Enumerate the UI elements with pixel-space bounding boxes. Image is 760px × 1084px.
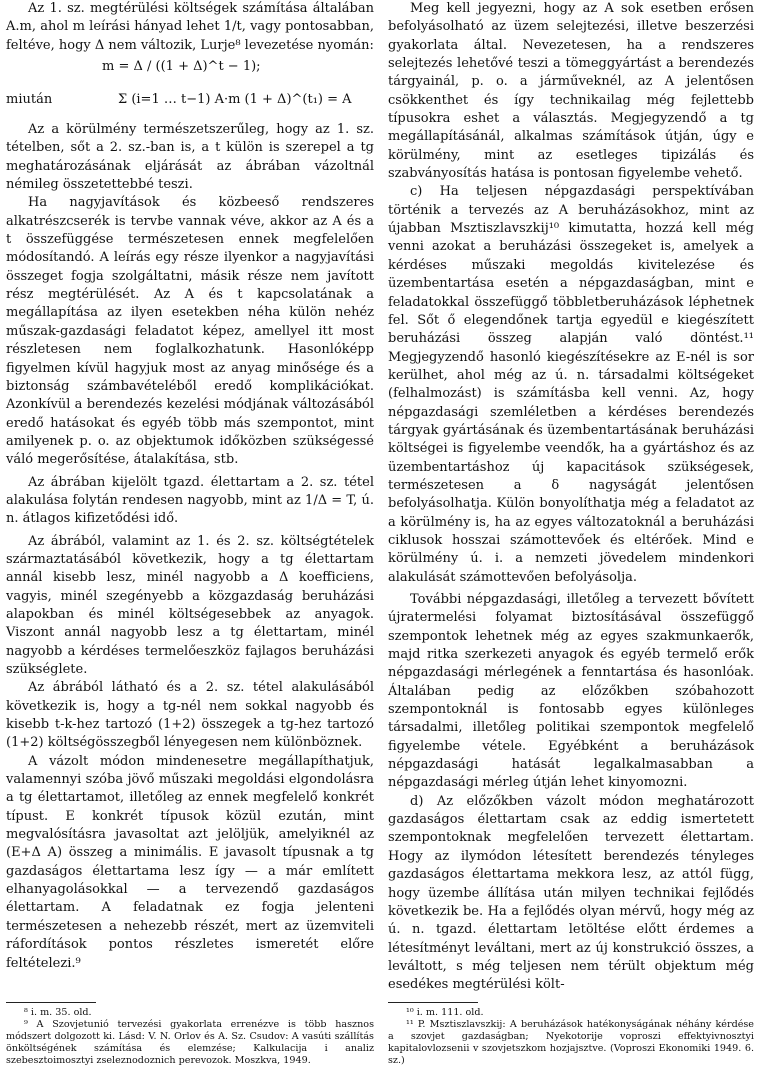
- left-column: [6, 0, 374, 973]
- footnote-11: ¹¹ P. Msztiszlavszkij: A beruházások hatékonyságának néhány kérdése a szovjet gazdaságban; Nyekotorije voproszi effektyivnosztyi kapitalovlozsenii v szovjetszkom hozjajsztve. (Voproszi Ekonomiki 1949. 6. sz.): [388, 1019, 754, 1066]
- formula-m-expression: m = Δ / ((1 + Δ)^t − 1);: [102, 58, 261, 74]
- left-para-3: Ha nagyjavítások és közbeeső rendszeres alkatrészcserék is tervbe vannak véve, akkor az A és a t összefüggése természetesen ennek megfelelően módosítandó. A leírás egy része ilyenkor a nagyjavítási összeget fogja szolgáltatni, másik része nem javított rész megtérülését. Az A és t kapcsolatának a megállapítása az ilyen esetekben néha külön nehéz műszak-gazdasági feladatot képez, amellyel itt most részletesen nem foglalkozhatunk. Hasonlóképp figyelmen kívül hagyjuk most az anyag minősége és a biztonság számbavételéből eredő komplikációkat. Azonkívül a berendezés kezelési módjának változásából eredő hatásokat és egyéb több más szempontot, mint amilyenek p. o. az objektumok időközben szükségessé váló megerősítése, átalakítása, stb.: [6, 195, 374, 468]
- formula-sum-expression: Σ (i=1 … t−1) A·m (1 + Δ)^(t₁) = A: [118, 91, 352, 107]
- left-para-4-main: Az ábrában kijelölt tgazd. élettartam a 2. sz. tétel alakulása folytán rendesen nagyobb, mint az: [6, 474, 374, 508]
- footnote-9: ⁹ A Szovjetunió tervezési gyakorlata errenézve is több hasznos módszert dolgozott ki. Lásd: V. N. Orlov és A. Sz. Csudov: A vasúti szállítás önköltségének számítása és elemzése; Kalkulacija i analiz szebesztoimosztyi zseleznodoznich perevozok. Moszkva, 1949.: [6, 1019, 374, 1066]
- right-column: [388, 0, 754, 995]
- left-para-6: Az ábrából látható és a 2. sz. tétel alakulásából következik is, hogy a tg-nél nem sokkal nagyobb és kisebb t-k-hez tartozó (1+2) összegek a tg-hez tartozó (1+2) költségösszegből lényegesen nem különböznek.: [6, 680, 374, 751]
- right-para-3: További népgazdasági, illetőleg a tervezett bővített újratermelési folyamat biztosításával összefüggő szempontok lehetnek még az egyes szakmunkaerők, majd ritka szerkezeti anyagok és egyéb termelő erők népgazdasági mérlegének a fenntartása és hasonlóak. Általában pedig az előzőkben szóbahozott szempontoknál is fontosabb egyes különleges társadalmi, illetőleg politikai szempontok megfelelő figyelembe vétele. Egyébként a beruházások népgazdasági hatását legalkalmasabban a népgazdasági mérleg útján lehet kinyomozni.: [388, 592, 754, 791]
- left-para-2: Az a körülmény természetszerűleg, hogy az 1. sz. tételben, sőt a 2. sz.-ban is, a t külön is szerepel a tg meghatározásának eljárását az ábrában vázoltnál némileg összetettebbé teszi.: [6, 122, 374, 193]
- footnote-rule: [6, 1002, 96, 1003]
- left-para-5: Az ábrából, valamint az 1. és 2. sz. költségtételek származtatásából következik, hogy a tg élettartam annál kisebb lesz, minél nagyobb a Δ koefficiens, vagyis, minél szegényebb a közgazdaság beruházási alapokban és minél költségesebbek az anyagok. Viszont annál nagyobb lesz a tg élettartam, minél nagyobb a kérdéses termelőeszköz fajlagos beruházási szükséglete.: [6, 533, 374, 677]
- right-para-4: d) Az előzőkben vázolt módon meghatározott gazdaságos élettartam csak az eddig ismertetett szempontoknak megfelelően tervezett élettartam. Hogy az ilymódon létesített berendezés tényleges gazdaságos élettartama mekkora lesz, az attól függ, hogy üzembe állítása után milyen technikai fejlődés következik be. Ha a fejlődés olyan mérvű, hogy még az ú. n. tgazd. élettartam letöltése előtt érdemes a létesítményt leváltani, mert az új konstrukció összes, a leváltott, s még teljesen nem térült objektum még esedékes megtérülési költ-: [388, 793, 754, 993]
- formula-m: [6, 55, 374, 79]
- footnotes-left: [6, 1002, 374, 1067]
- left-para-1: Az 1. sz. megtérülési költségek számítása általában A.m, ahol m leírási hányad lehet 1/t, vagy pontosabban, feltéve, hogy Δ nem változik, Lurje⁸ levezetése nyomán:: [6, 1, 374, 53]
- left-para-4-formula: 1/Δ = T,: [305, 492, 358, 508]
- right-para-1: Meg kell jegyezni, hogy az A sok esetben erősen befolyásolható az üzem selejtezési, illetve beszerzési gyakorlata által. Nevezetesen, ha a rendszeres selejtezés lehetővé teszi a tömeggyártást a berendezés tárgyainál, p. o. a járműveknél, az A jelentősen csökkenthet és így technikailag még fejlettebb típusokra eshet a választás. Megjegyzendő a tg megállapításánál, alkalmas számítások útján, úgy e körülmény, mint az esetleges tipizálás és szabványosítás hatása is pontosan figyelembe vehető.: [388, 1, 754, 182]
- left-para-4-end: ú. n. átlagos kifizetődési idő.: [6, 492, 374, 527]
- footnotes-right: [388, 1002, 754, 1067]
- left-para-7: A vázolt módon mindenesetre megállapíthatjuk, valamennyi szóba jövő műszaki megoldási elgondolásra a tg élettartamot, illetőleg az ennek megfelelő konkrét típust. E konkrét típusok közül ezután, mint megvalósításra javasoltat azt jelöljük, amelyiknél az (E+Δ A) összeg a minimális. E javasolt típusnak a tg gazdaságos élettartama lesz így — a már említett elhanyagolásokkal — a tervezendő gazdaságos élettartam. A feladatnak ez fogja jelenteni természetesen a nehezebb részét, mert az üzemviteli ráfordítások pontos részletes ismeretét előre feltételezi.⁹: [6, 753, 374, 971]
- right-para-2: c) Ha teljesen népgazdasági perspektívában történik a tervezés az A beruházásokhoz, mint az újabban Msztiszlavszkij¹⁰ kimutatta, hozzá kell még venni azokat a beruházási összegeket is, amelyek a kérdéses műszaki megoldás kivitelezése és üzembentartása esetén a népgazdaságban, mint e feladatokkal összefüggő többletberuházások léphetnek fel. Sőt ő elegendőnek tartja egyedül e kiegészített beruházási összeg alapján való döntést.¹¹ Megjegyzendő hasonló kiegészítésekre az E-nél is sor kerülhet, ahol még az ú. n. társadalmi költségeket (felhalmozást) is számításba kell venni. Az, hogy népgazdasági szemléletben a kérdéses berendezés tárgyak gyártásának és üzembentartásának beruházási költségei is figyelembe veendők, ha a gyártáshoz és az üzembentartáshoz új kapacitások szükségesek, természetesen a δ nagyságát jelentősen befolyásolhatja. Külön bonyolíthatja még a feladatot az a körülmény is, ha az egyes változatoknál a beruházási ciklusok hosszai számottevőek és eltérőek. Mind e körülmény ú. i. a nemzeti jövedelem mindenkori alakulását számottevően befolyásolja.: [388, 184, 754, 585]
- footnote-10: ¹⁰ i. m. 111. old.: [406, 1007, 484, 1018]
- left-para-4: [6, 474, 374, 529]
- footnote-8: ⁸ i. m. 35. old.: [24, 1007, 92, 1018]
- footnote-rule: [388, 1002, 478, 1003]
- formula-sum-label: miután: [6, 91, 53, 107]
- formula-sum: [6, 79, 374, 121]
